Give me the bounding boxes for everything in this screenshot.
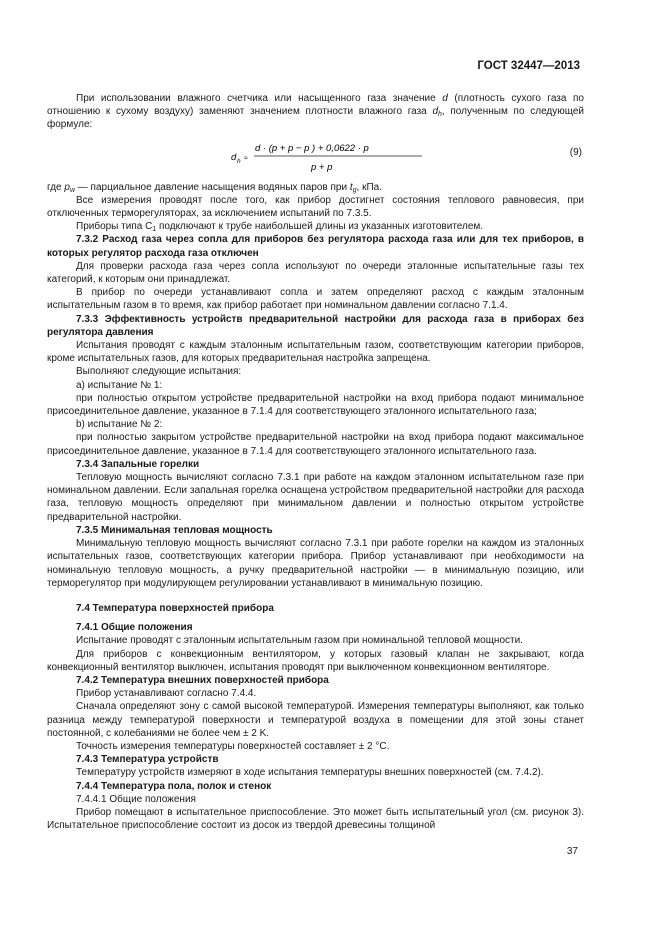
var-pw-sub: w — [69, 186, 75, 194]
c1-sub: 1 — [152, 226, 157, 234]
intro-text-a: При использовании влажного счетчика или насыщенного газа значение — [76, 93, 443, 104]
page-content — [47, 92, 584, 832]
var-dh-sub: h — [438, 111, 442, 119]
formula-9 — [47, 136, 584, 178]
heading-7-3-3: 7.3.3 Эффективность устройств предварительной настройки для расхода газа в приборах без регулятора давления — [47, 313, 584, 338]
paragraph-7-3-2-1: Для проверки расхода газа через сопла используют по очереди эталонные испытательные газы тех категорий, к которым они принадлежат. — [47, 260, 584, 286]
var-tg-sub: g — [352, 186, 357, 194]
paragraph-7-4-4-1: Прибор помещают в испытательное приспособление. Это может быть испытательный угол (см. рисунок 3). Испытательное приспособление состоит из досок из твердой древесины толщиной — [47, 806, 584, 832]
var-pw: p — [64, 181, 70, 193]
intro-paragraph — [47, 92, 584, 132]
paragraph-7-4-2-3: Точность измерения температуры поверхностей составляет ± 2 °C. — [76, 740, 390, 752]
paragraph-7-4-2-1: Прибор устанавливают согласно 7.4.4. — [76, 688, 257, 700]
test-2-label: b) испытание № 2: — [76, 419, 163, 431]
formula-denominator: p + p — [311, 161, 333, 173]
paragraph-7-3-3-2: Выполняют следующие испытания: — [76, 366, 242, 378]
paragraph-c1 — [47, 220, 584, 233]
formula-numerator: d · (p + p − p ) + 0,0622 · p — [255, 142, 369, 154]
document-header: ГОСТ 32447—2013 — [477, 60, 580, 72]
page-number: 37 — [566, 846, 578, 857]
heading-7-4-1: 7.4.1 Общие положения — [76, 622, 193, 634]
paragraph-7-4-3: Температуру устройств измеряют в ходе испытания температуры внешних поверхностей (см. 7.4.2). — [76, 767, 544, 779]
where-text-b: — парциальное давление насыщения водяных паров при — [75, 181, 350, 193]
equation-number: (9) — [569, 146, 582, 158]
paragraph-7-4-2-2: Сначала определяют зону с самой высокой температурой. Измерения температуры выполняют, как только разница между температурой поверхности и температурой воздуха в помещении для этой зоны станет постоянной, с колебаниями не более чем ± 2 K. — [47, 701, 584, 739]
heading-7-4-3: 7.4.3 Температура устройств — [76, 754, 219, 766]
heading-7-4-4: 7.4.4 Температура пола, полок и стенок — [76, 780, 272, 792]
test-2-text: при полностью закрытом устройстве предварительной настройки на вход прибора подают максимальное присоединительное давление, указанное в 7.1.4 для соответствующего эталонного испытательного газа. — [47, 432, 584, 457]
paragraph-7-4-1-1: Испытание проводят с эталонным испытательным газом при номинальной тепловой мощности. — [76, 635, 523, 647]
where-text-c: , кПа. — [356, 181, 382, 193]
paragraph-7-3-2-2: В прибор по очереди устанавливают сопла и затем определяют расход с каждым эталонным испытательным газом в то время, как прибор работает при номинальном давлении согласно 7.1.4. — [47, 287, 584, 312]
intro-text-b: (плотность сухого газа по отношению к сухому воздуху) заменяют значением плотности влажного газа — [47, 93, 584, 118]
heading-7-3-2: 7.3.2 Расход газа через сопла для приборов без регулятора расхода газа или для тех приборов, в которых регулятор расхода газа отключен — [47, 234, 584, 259]
formula-lhs: d — [231, 151, 237, 163]
var-tg: t — [349, 181, 353, 193]
var-dh: d — [432, 106, 438, 118]
c1-text-a: Приборы типа C — [76, 221, 153, 233]
formula-lhs-sub: h — [237, 157, 241, 165]
formula-graphic — [227, 136, 467, 178]
heading-7-3-4: 7.3.4 Запальные горелки — [76, 458, 200, 470]
var-d: d — [442, 93, 448, 104]
heading-7-4: 7.4 Температура поверхностей прибора — [76, 602, 274, 614]
heading-7-4-2: 7.4.2 Температура внешних поверхностей прибора — [76, 674, 329, 686]
formula-approx: ≈ — [244, 154, 248, 162]
paragraph-7-4-1-2: Для приборов с конвекционным вентилятором, у которых газовый клапан не закрывают, когда конвекционный вентилятор выключен, испытания проводят при выключенном конвекционном вентиляторе. — [47, 648, 584, 673]
c1-text-b: подключают к трубе наибольшей длины из указанных изготовителем. — [156, 221, 484, 233]
heading-7-4-4-1: 7.4.4.1 Общие положения — [76, 793, 196, 805]
heading-7-3-5: 7.3.5 Минимальная тепловая мощность — [76, 524, 273, 536]
paragraph-7-3-5: Минимальную тепловую мощность вычисляют согласно 7.3.1 при работе горелки на каждом из эталонных испытательных газов, соответствующих категории прибора. Прибор устанавливают при необходимости на номинальную тепловую мощность, а ручку предварительной настройки — в минимальную позицию, или терморегулятор при модулирующем регулировании устанавливают в минимальную позицию. — [47, 538, 584, 589]
paragraph-all-measurements: Все измерения проводят после того, как прибор достигнет состояния теплового равновесия, при отключенных терморегуляторах, за исключением испытаний по 7.3.5. — [47, 194, 584, 220]
intro-text-c: , полученным по следующей формуле: — [47, 106, 585, 131]
paragraph-7-3-3-1: Испытания проводят с каждым эталонным испытательным газом, соответствующим категории приборов, кроме испытательных газов, для которых предварительная настройка запрещена. — [47, 340, 584, 365]
test-1-label: a) испытание № 1: — [76, 379, 163, 391]
paragraph-7-3-4: Тепловую мощность вычисляют согласно 7.3.1 при работе на каждом эталонном испытательном газе при номинальном давлении. Если запальная горелка оснащена устройством предварительной настройки для расхода газа, тепловую мощность определяют при минимальном давлении и полностью открытом устройстве предварительной настройки. — [47, 472, 584, 523]
where-paragraph — [47, 181, 584, 194]
test-1-text: при полностью открытом устройстве предварительной настройки на вход прибора подают минимальное присоединительное давление, указанное в 7.1.4 для соответствующего эталонного испытательного газа; — [47, 392, 584, 418]
spacer — [47, 590, 584, 602]
where-text-a: где — [47, 181, 65, 193]
